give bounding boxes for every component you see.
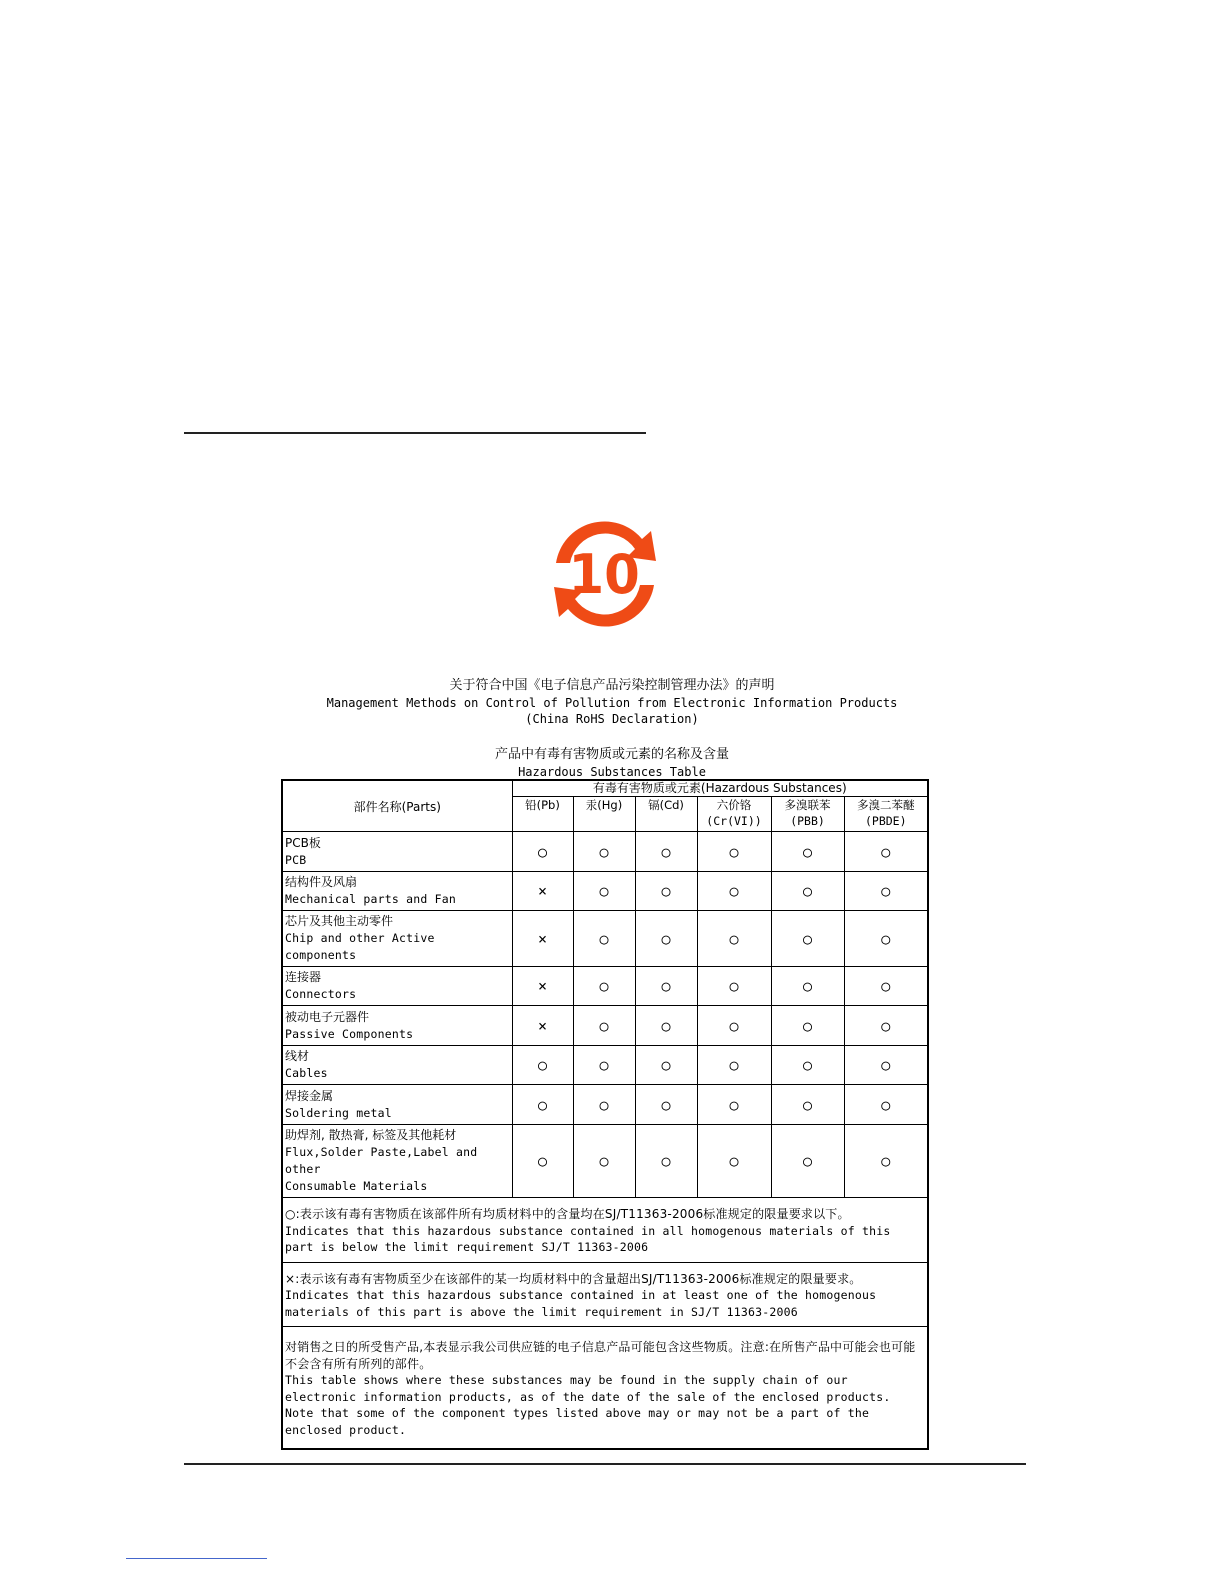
substance-mark: ○ — [635, 1085, 697, 1125]
substance-mark: ○ — [771, 1125, 844, 1198]
substance-mark: ○ — [844, 1046, 928, 1085]
substance-mark: × — [512, 1006, 573, 1046]
part-name-cn: 被动电子元器件 — [285, 1009, 370, 1024]
substance-mark: ○ — [635, 1006, 697, 1046]
substance-mark: ○ — [771, 911, 844, 967]
substance-mark: × — [512, 911, 573, 967]
china-rohs-10-logo-icon — [532, 511, 678, 637]
substance-column-header — [635, 797, 697, 832]
substance-mark: × — [512, 872, 573, 911]
substance-mark: ○ — [844, 1085, 928, 1125]
substance-mark: ○ — [697, 872, 771, 911]
table-row — [282, 832, 928, 872]
part-name-en: PCB — [285, 852, 307, 867]
substance-mark: ○ — [697, 911, 771, 967]
substance-mark: ○ — [573, 872, 635, 911]
part-name-cell — [282, 872, 512, 911]
substance-mark: ○ — [635, 911, 697, 967]
substance-mark: ○ — [697, 1125, 771, 1198]
substance-mark: ○ — [573, 832, 635, 872]
substance-symbol: (Cr(VI)) — [706, 814, 762, 828]
part-name-en: Flux,Solder Paste,Label and other — [285, 1145, 478, 1176]
bottom-divider — [184, 1463, 1026, 1465]
substance-column-header — [512, 797, 573, 832]
substance-mark: ○ — [771, 1046, 844, 1085]
substance-mark: ○ — [512, 1085, 573, 1125]
part-name-cell — [282, 967, 512, 1006]
substance-mark: ○ — [573, 1006, 635, 1046]
substance-mark: ○ — [635, 1046, 697, 1085]
table-row — [282, 911, 928, 967]
table-row — [282, 1006, 928, 1046]
substance-mark: ○ — [512, 832, 573, 872]
substance-mark: ○ — [512, 1046, 573, 1085]
substance-name: 镉(Cd) — [648, 798, 684, 812]
note-cross — [282, 1262, 928, 1327]
note-supply-cn: 对销售之日的所受售产品,本表显示我公司供应链的电子信息产品可能包含这些物质。注意:在所售产品中可能会也可能不会含有所有所列的部件。 — [285, 1340, 916, 1371]
substance-name: 多溴联苯 — [784, 798, 831, 812]
substance-mark: ○ — [844, 1125, 928, 1198]
substance-mark: ○ — [697, 1046, 771, 1085]
substance-mark: ○ — [635, 872, 697, 911]
substance-name: 多溴二苯醚 — [857, 798, 915, 812]
substance-name: 汞(Hg) — [585, 798, 623, 812]
substance-mark: ○ — [771, 967, 844, 1006]
substance-mark: ○ — [697, 1085, 771, 1125]
substance-mark: ○ — [697, 967, 771, 1006]
substance-mark: ○ — [771, 1085, 844, 1125]
part-name-cn: 连接器 — [285, 970, 322, 984]
table-row — [282, 967, 928, 1006]
part-name-en: Passive Components — [285, 1026, 414, 1041]
note-circle-en: Indicates that this hazardous substance contained in all homogenous materials of this part is below the limit requirement SJ/T 11363-2006 — [285, 1223, 891, 1254]
table-row — [282, 1085, 928, 1125]
substance-name: 六价铬 — [716, 798, 752, 812]
part-name-en: Cables — [285, 1066, 328, 1080]
substance-mark: ○ — [771, 872, 844, 911]
substance-symbol: (PBB) — [790, 814, 825, 828]
part-name-cell — [282, 1046, 512, 1085]
top-divider — [184, 432, 646, 434]
part-name-en: Mechanical parts and Fan — [285, 892, 456, 906]
part-name-cn: PCB板 — [285, 835, 321, 850]
part-name-en: Soldering metal — [285, 1105, 392, 1120]
note-circle-cn: ○:表示该有毒有害物质在该部件所有均质材料中的含量均在SJ/T11363-2006标准规定的限量要求以下。 — [285, 1207, 850, 1221]
note-supply-en: This table shows where these substances may be found in the supply chain of our electronic information products, as of the date of the sale of the enclosed products. Note that some of the component types listed above may or may not be a part of the enclosed product. — [285, 1373, 891, 1437]
part-name-cn: 结构件及风扇 — [285, 875, 358, 889]
substance-mark: ○ — [635, 1125, 697, 1198]
substance-column-header — [573, 797, 635, 832]
substance-mark: ○ — [844, 832, 928, 872]
part-name-cn: 助焊剂, 散热膏, 标签及其他耗材 — [285, 1128, 457, 1142]
table-title-en: Hazardous Substances Table — [518, 765, 706, 779]
substance-mark: ○ — [697, 832, 771, 872]
substance-mark: ○ — [844, 911, 928, 967]
note-supply-chain — [282, 1327, 928, 1450]
substance-column-header — [771, 797, 844, 832]
substance-mark: ○ — [573, 1046, 635, 1085]
table-row — [282, 1046, 928, 1085]
part-name-cell — [282, 1125, 512, 1198]
substance-mark: ○ — [573, 1085, 635, 1125]
substance-mark: ○ — [512, 1125, 573, 1198]
part-name-cell — [282, 1085, 512, 1125]
substance-name: 铅(Pb) — [525, 798, 560, 812]
part-name-cn: 线材 — [285, 1049, 310, 1063]
substance-column-header — [697, 797, 771, 832]
declaration-subtitle: (China RoHS Declaration) — [525, 712, 699, 726]
substance-mark: ○ — [573, 911, 635, 967]
footer-link-underline — [126, 1558, 267, 1559]
part-name-cn: 焊接金属 — [285, 1088, 334, 1103]
logo-number: 10 — [568, 543, 640, 607]
note-cross-en: Indicates that this hazardous substance contained in at least one of the homogenous materials of this part is above the limit requirement in SJ/T 11363-2006 — [285, 1288, 877, 1319]
part-name-cell — [282, 832, 512, 872]
hazardous-substances-table — [281, 779, 929, 1450]
note-circle — [282, 1198, 928, 1263]
table-row — [282, 1125, 928, 1198]
substance-column-header — [844, 797, 928, 832]
substance-mark: ○ — [573, 967, 635, 1006]
part-name-en: Chip and other Active components — [285, 931, 435, 962]
substance-mark: ○ — [844, 1006, 928, 1046]
part-name-cell — [282, 1006, 512, 1046]
substance-mark: ○ — [697, 1006, 771, 1046]
substance-mark: ○ — [771, 832, 844, 872]
substance-mark: × — [512, 967, 573, 1006]
substance-mark: ○ — [635, 967, 697, 1006]
substance-mark: ○ — [771, 1006, 844, 1046]
table-row — [282, 872, 928, 911]
parts-column-header: 部件名称(Parts) — [282, 780, 512, 832]
substance-mark: ○ — [573, 1125, 635, 1198]
declaration-title-en: Management Methods on Control of Pollution from Electronic Information Products — [326, 696, 898, 710]
part-name-en: Connectors — [285, 987, 357, 1001]
substance-mark: ○ — [844, 872, 928, 911]
declaration-title-cn: 关于符合中国《电子信息产品污染控制管理办法》的声明 — [449, 678, 775, 693]
substance-mark: ○ — [635, 832, 697, 872]
substances-header: 有毒有害物质或元素(Hazardous Substances) — [512, 780, 928, 797]
substance-symbol: (PBDE) — [864, 814, 907, 828]
part-name-en-2: Consumable Materials — [285, 1179, 428, 1193]
table-title-cn: 产品中有毒有害物质或元素的名称及含量 — [494, 747, 729, 762]
part-name-cell — [282, 911, 512, 967]
substance-mark: ○ — [844, 967, 928, 1006]
note-cross-cn: ×:表示该有毒有害物质至少在该部件的某一均质材料中的含量超出SJ/T11363-2006标准规定的限量要求。 — [285, 1271, 862, 1286]
part-name-cn: 芯片及其他主动零件 — [285, 914, 394, 928]
